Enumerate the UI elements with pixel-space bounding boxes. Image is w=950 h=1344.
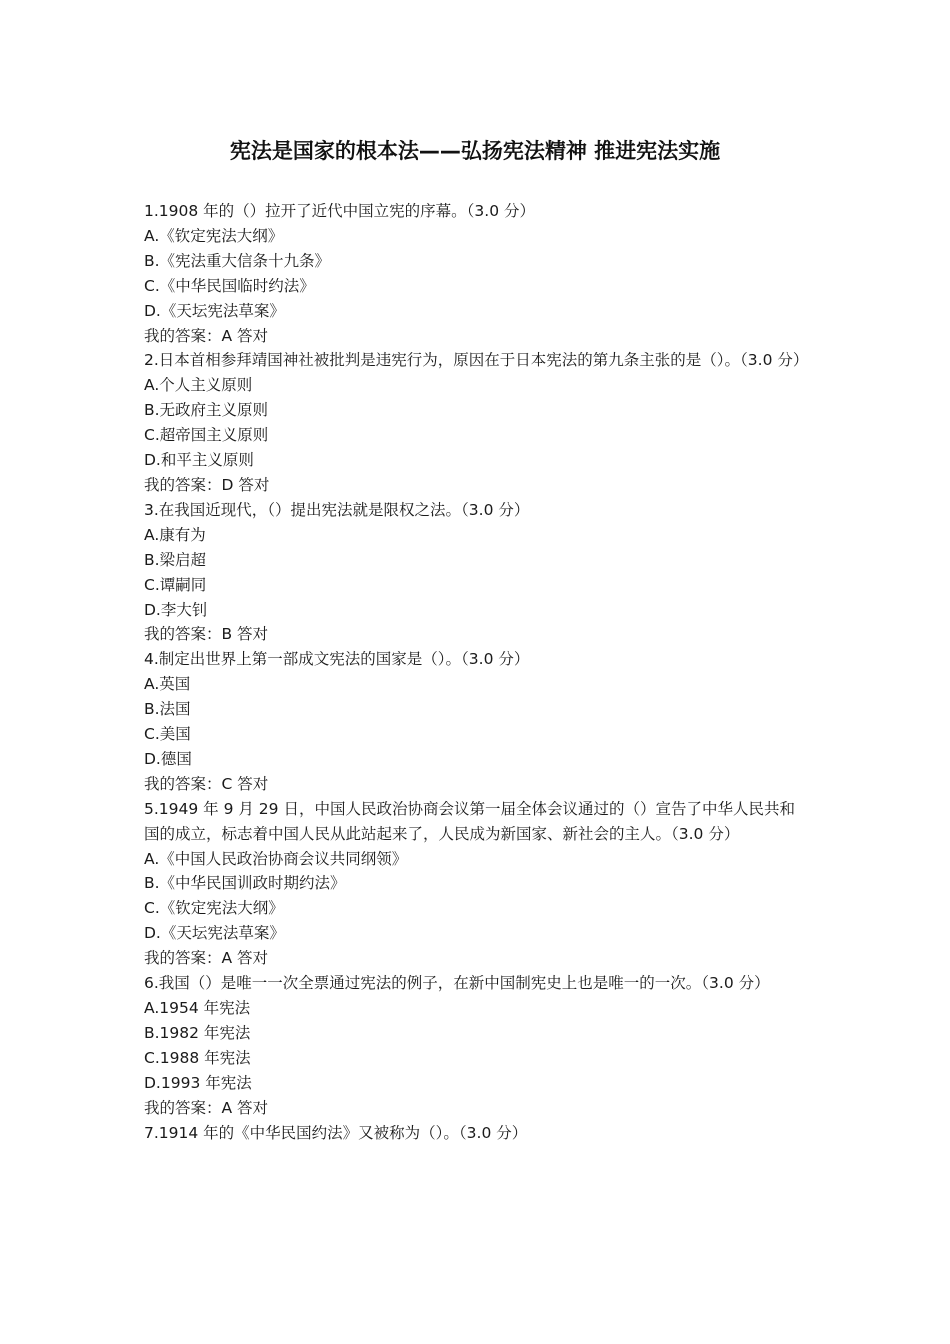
question-option: A.英国 [144, 675, 191, 694]
question-option: A.《钦定宪法大纲》 [144, 226, 284, 245]
question-option: B.梁启超 [144, 550, 207, 569]
my-answer: 我的答案：D 答对 [144, 475, 270, 494]
question-option: C.《钦定宪法大纲》 [144, 899, 284, 918]
question-option: C.1988 年宪法 [144, 1048, 251, 1067]
my-answer: 我的答案：A 答对 [144, 1098, 269, 1117]
question-option: D.德国 [144, 749, 192, 768]
question-option: D.《天坛宪法草案》 [144, 301, 285, 320]
question-option: B.《宪法重大信条十九条》 [144, 251, 331, 270]
question-option: A.1954 年宪法 [144, 999, 251, 1017]
question-stem: 3.在我国近现代，（）提出宪法就是限权之法。（3.0 分） [144, 500, 530, 519]
question-stem: 4.制定出世界上第一部成文宪法的国家是（）。（3.0 分） [144, 650, 530, 669]
question-list [144, 199, 808, 1145]
question-option: C.美国 [144, 725, 191, 744]
question-option: A.《中国人民政治协商会议共同纲领》 [144, 849, 408, 868]
question-option: D.和平主义原则 [144, 451, 254, 470]
question-stem: 1.1908 年的（）拉开了近代中国立宪的序幕。（3.0 分） [144, 202, 535, 220]
my-answer: 我的答案：A 答对 [144, 326, 269, 345]
question-stem: 5.1949 年 9 月 29 日，中国人民政治协商会议第一届全体会议通过的（）宣告了中华人民共和国的成立，标志着中国人民从此站起来了，人民成为新国家、新社会的主人。（3.0 分） [144, 799, 795, 843]
question-stem: 6.我国（）是唯一一次全票通过宪法的例子，在新中国制宪史上也是唯一的一次。（3.0 分） [144, 974, 770, 993]
question-option: B.法国 [144, 700, 191, 719]
my-answer: 我的答案：B 答对 [144, 625, 269, 644]
question-option: D.李大钊 [144, 600, 208, 619]
question-option: B.1982 年宪法 [144, 1023, 251, 1042]
question-stem: 2.日本首相参拜靖国神社被批判是违宪行为，原因在于日本宪法的第九条主张的是（）。（3.0 分） [144, 351, 809, 370]
question-option: C.谭嗣同 [144, 575, 207, 594]
document-title: 宪法是国家的根本法——弘扬宪法精神 推进宪法实施 [229, 139, 721, 163]
question-option: C.《中华民国临时约法》 [144, 276, 315, 295]
question-option: A.康有为 [144, 525, 206, 544]
question-stem: 7.1914 年的《中华民国约法》又被称为（）。（3.0 分） [144, 1123, 528, 1142]
question-option: D.《天坛宪法草案》 [144, 924, 285, 943]
question-option: C.超帝国主义原则 [144, 426, 269, 445]
question-option: A.个人主义原则 [144, 376, 253, 395]
question-option: D.1993 年宪法 [144, 1073, 252, 1092]
my-answer: 我的答案：C 答对 [144, 774, 269, 793]
question-option: B.无政府主义原则 [144, 401, 269, 420]
question-option: B.《中华民国训政时期约法》 [144, 874, 346, 893]
my-answer: 我的答案：A 答对 [144, 949, 269, 968]
